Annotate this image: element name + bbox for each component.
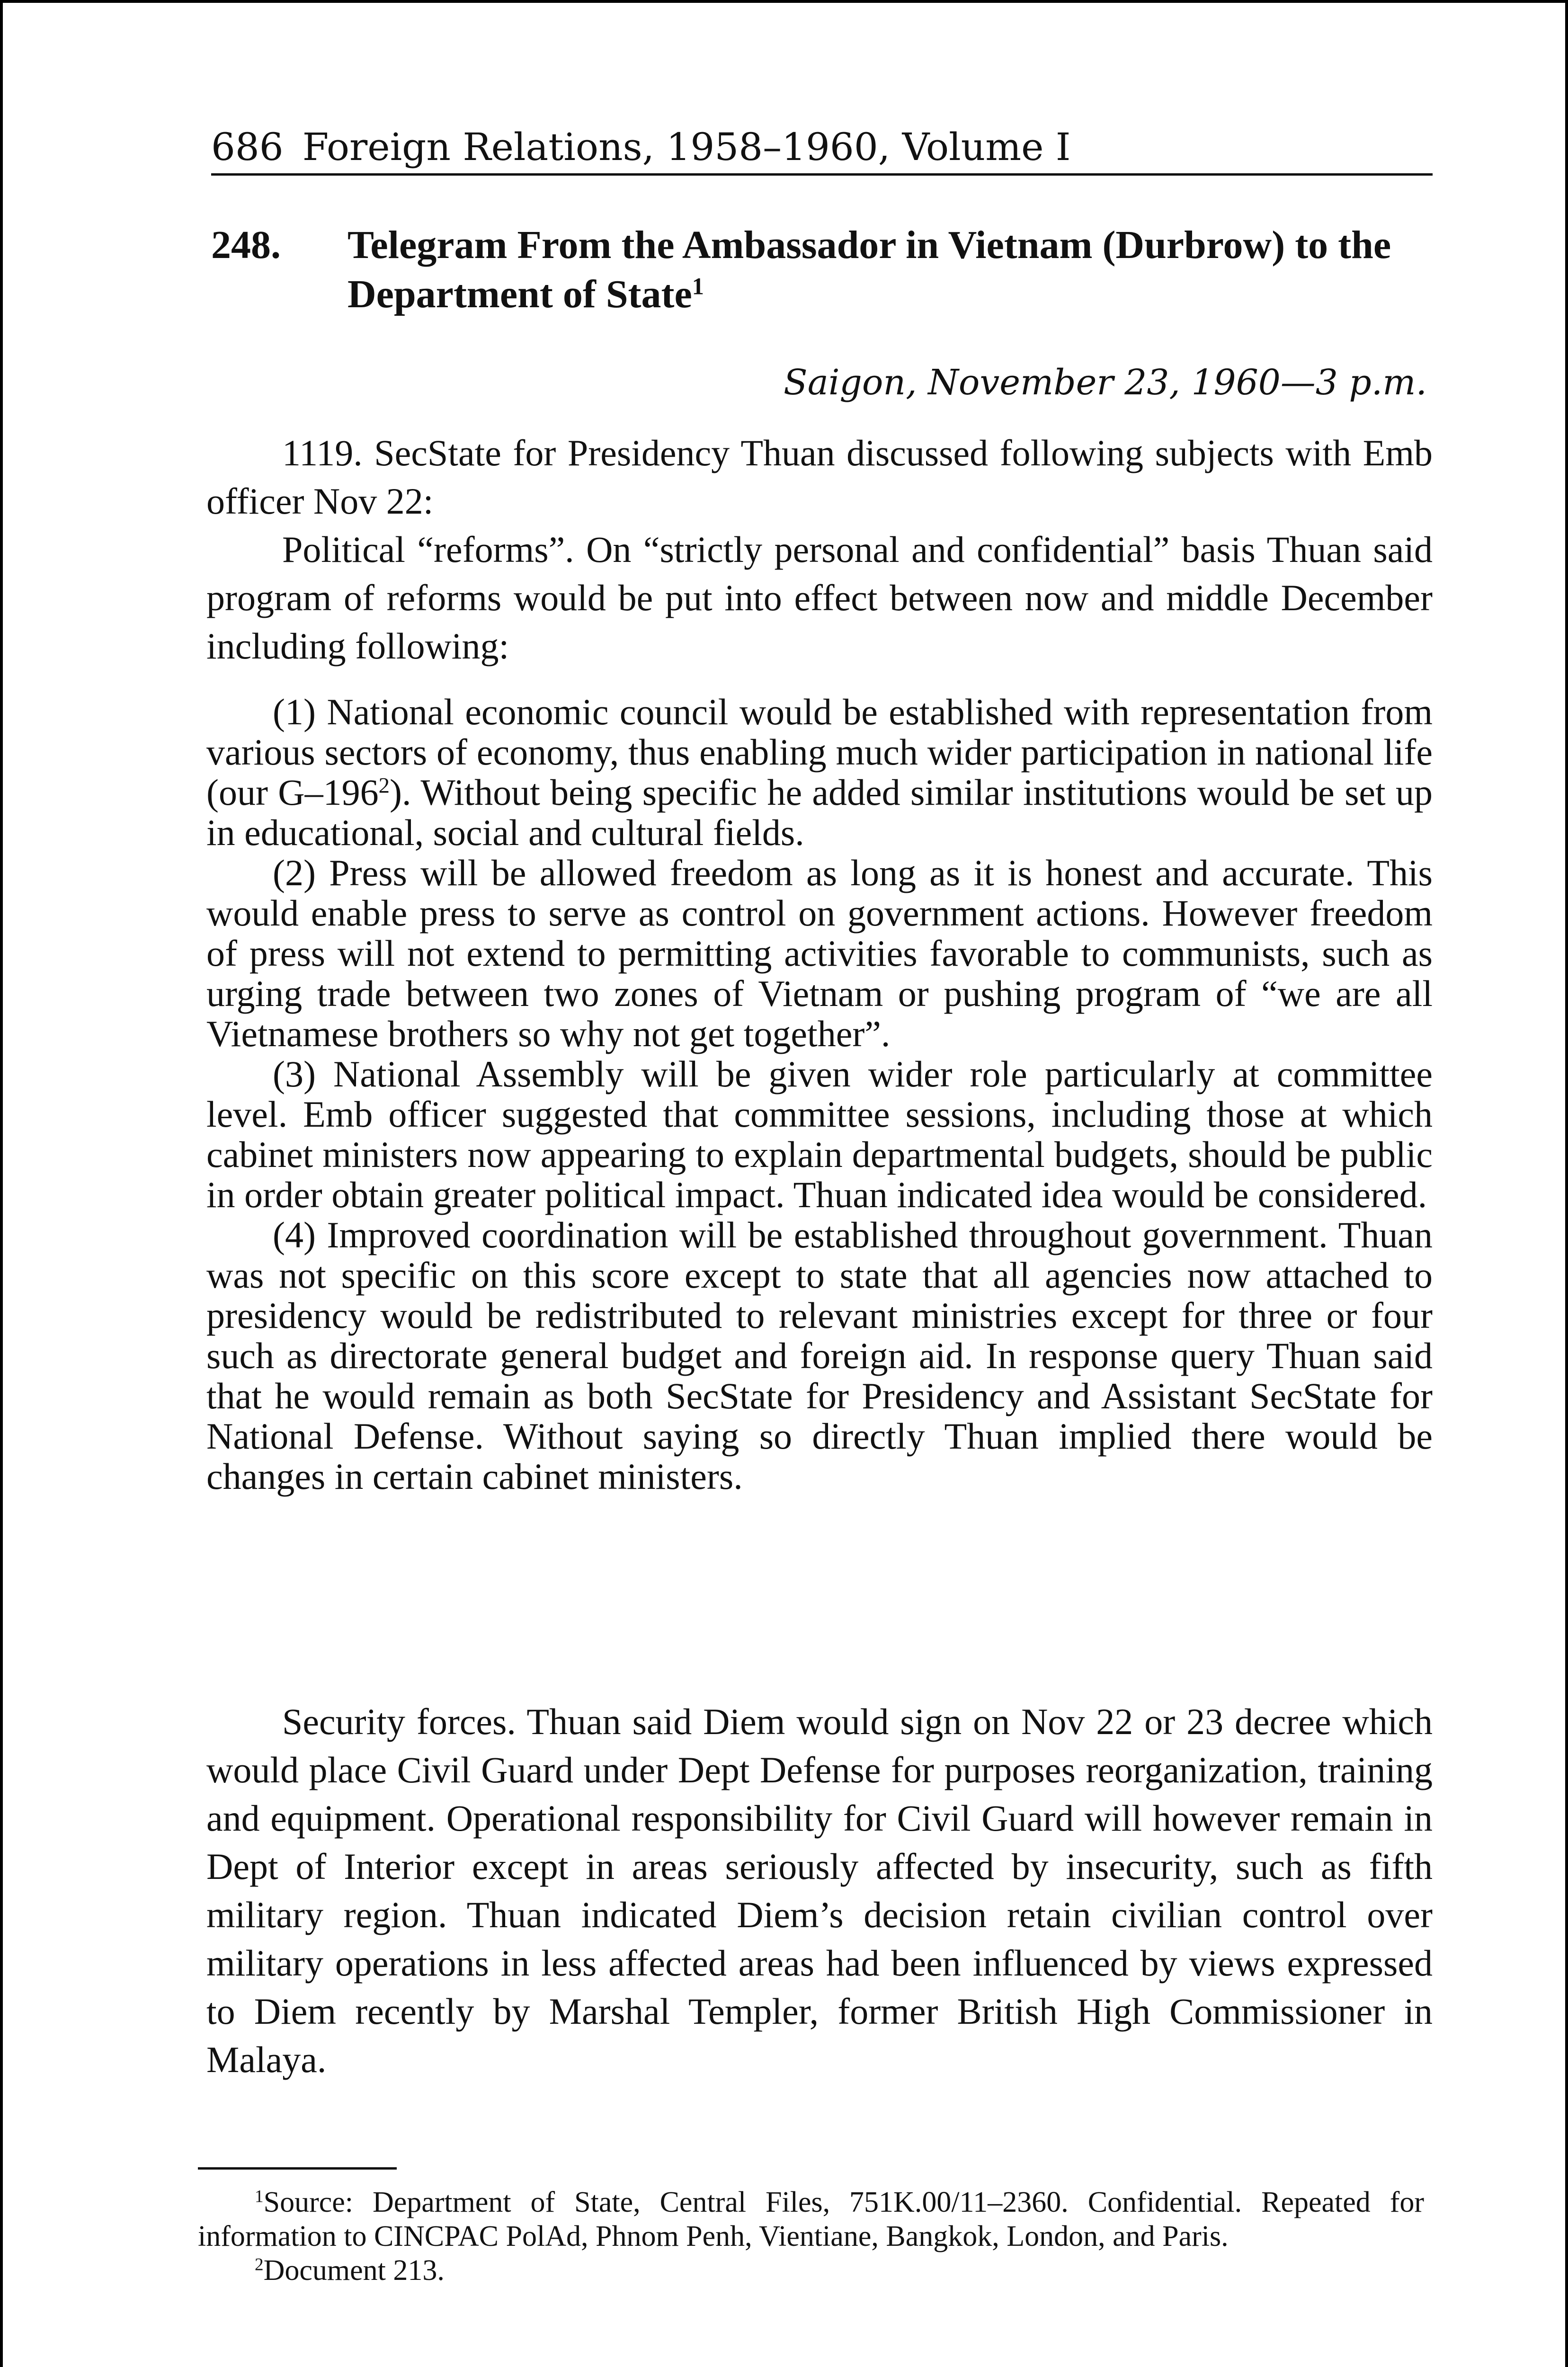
running-head bbox=[211, 121, 1433, 173]
reform-items-block bbox=[206, 692, 1433, 1496]
header-rule bbox=[211, 173, 1433, 176]
footnote-1-text: Source: Department of State, Central Files, 751K.00/11–2360. Confidential. Repeated for information to CINCPAC PolAd, Phnom Penh, Vientiane, Bangkok, London, and Paris. bbox=[198, 2186, 1424, 2252]
page-number: 686 bbox=[211, 125, 284, 169]
reform-item-3: (3) National Assembly will be given wider role particularly at committee level. Emb officer suggested that committee sessions, including those at which cabinet ministers now appearing to explain departmental budgets, should be public in order obtain greater political impact. Thuan indicated idea would be considered. bbox=[206, 1053, 1433, 1215]
document-title bbox=[347, 221, 1432, 319]
body-intro-block bbox=[206, 429, 1433, 670]
reform-item-1 bbox=[206, 692, 1433, 853]
intro-paragraph: 1119. SecState for Presidency Thuan discussed following subjects with Emb officer Nov 22: bbox=[206, 432, 1433, 522]
security-paragraph: Security forces. Thuan said Diem would sign on Nov 22 or 23 decree which would place Civil Guard under Dept Defense for purposes reorganization, training and equipment. Operational responsibility for Civil Guard will however remain in Dept of Interior except in areas seriously affected by insecurity, such as fifth military region. Thuan indicated Diem’s decision retain civilian control over military operations in less affected areas had been influenced by views expressed to Diem recently by Marshal Templer, former British High Commissioner in Malaya. bbox=[206, 1701, 1433, 2080]
footnote-ref-2: 2 bbox=[378, 773, 390, 798]
reform-item-2: (2) Press will be allowed freedom as long as it is honest and accurate. This would enable press to serve as control on government actions. However freedom of press will not extend to permitting activities favorable to communists, such as urging trade between two zones of Vietnam or pushing program of “we are all Vietnamese brothers so why not get together”. bbox=[206, 852, 1433, 1054]
reforms-paragraph: Political “reforms”. On “strictly personal and confidential” basis Thuan said program of reforms would be put into effect between now and middle December including following: bbox=[206, 529, 1433, 667]
footnote-1-marker: 1 bbox=[255, 2187, 264, 2207]
footnote-rule bbox=[198, 2167, 397, 2170]
footnote-2-marker: 2 bbox=[255, 2255, 264, 2275]
reform-item-1-text-cont: ). Without being specific he added similar institutions would be set up in educational, social and cultural fields. bbox=[206, 772, 1433, 853]
document-title-text: Telegram From the Ambassador in Vietnam (Durbrow) to the Department of State bbox=[347, 223, 1391, 316]
footnote-1 bbox=[198, 2185, 1424, 2253]
document-number: 248. bbox=[211, 223, 281, 267]
series-title: Foreign Relations, 1958–1960, Volume I bbox=[302, 125, 1071, 169]
footnote-2-text: Document 213. bbox=[263, 2254, 445, 2287]
footnote-2 bbox=[198, 2253, 1424, 2287]
reform-item-4: (4) Improved coordination will be established throughout government. Thuan was not specific on this score except to state that all agencies now attached to presidency would be redistributed to relevant ministries except for three or four such as directorate general budget and foreign aid. In response query Thuan said that he would remain as both SecState for Presidency and Assistant SecState for National Defense. Without saying so directly Thuan implied there would be changes in certain cabinet ministers. bbox=[206, 1214, 1433, 1497]
footnotes bbox=[198, 2185, 1424, 2287]
footnote-ref-1: 1 bbox=[692, 273, 704, 300]
security-block bbox=[206, 1698, 1433, 2084]
reform-item-1-text: (1) National economic council would be established with representation from various sectors of economy, thus enabling much wider participation in national life (our G–196 bbox=[206, 691, 1433, 813]
place-date-line: Saigon, November 23, 1960—3 p.m. bbox=[784, 362, 1427, 403]
